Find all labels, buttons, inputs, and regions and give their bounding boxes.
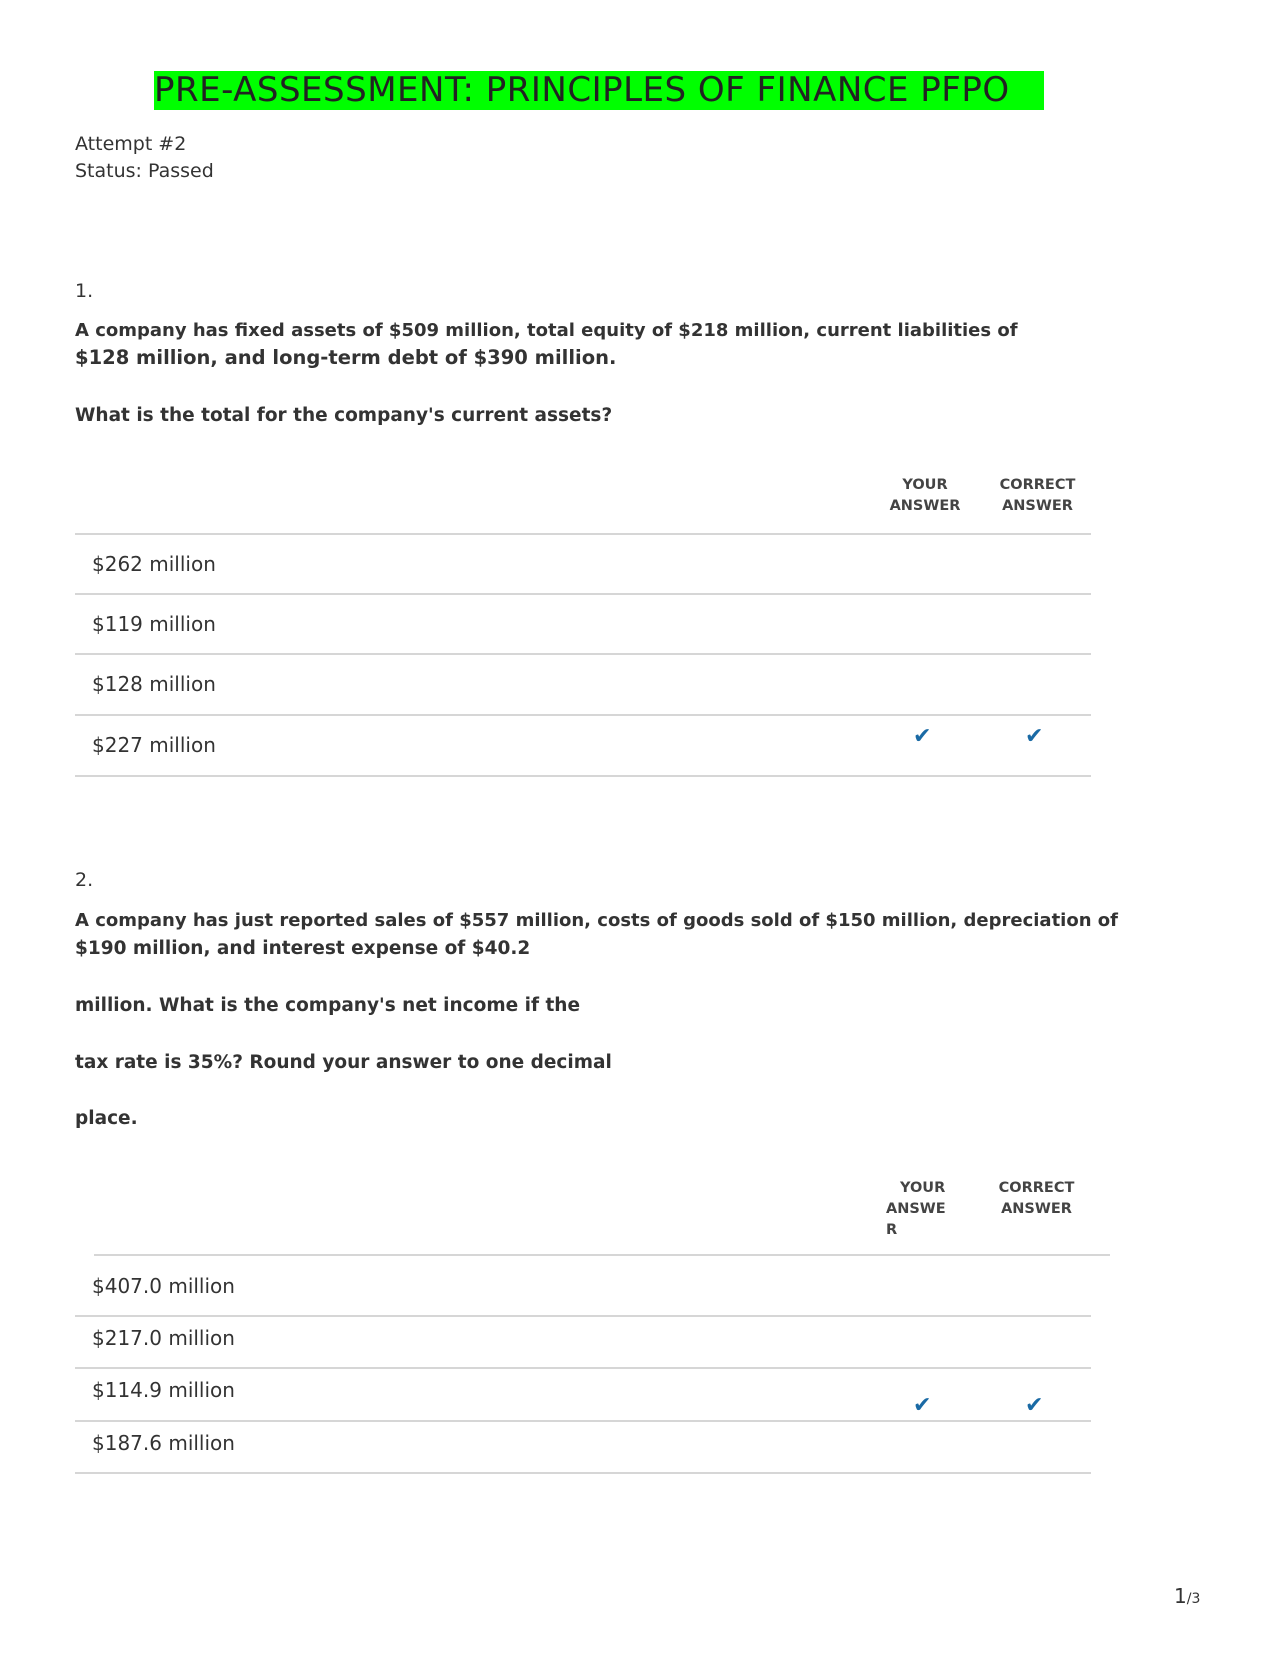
your-answer-check-icon: ✔ (913, 724, 932, 749)
question-text: place. (75, 1108, 138, 1129)
divider (75, 1420, 1091, 1422)
question-text: A company has fixed assets of $509 million, total equity of $218 million, current liabilities of (75, 320, 1018, 341)
header-line: ANSWE (886, 1201, 946, 1217)
attempt-label: Attempt #2 (75, 133, 187, 155)
answer-option: $227 million (92, 733, 216, 757)
divider (94, 1254, 1110, 1256)
header-line: ANSWER (1001, 1201, 1072, 1217)
your-answer-header (886, 1178, 956, 1241)
your-answer-header (880, 475, 970, 517)
divider (75, 775, 1091, 777)
status-label: Status: Passed (75, 160, 214, 182)
question-text: A company has just reported sales of $557 million, costs of goods sold of $150 million, depreciation of (75, 910, 1118, 931)
correct-answer-check-icon: ✔ (1025, 724, 1044, 749)
question-text: million. What is the company's net income if the (75, 995, 581, 1016)
divider (75, 1472, 1091, 1474)
answer-option: $114.9 million (92, 1378, 235, 1402)
header-line: YOUR (902, 477, 948, 493)
page-number (1174, 1584, 1200, 1608)
answer-option: $128 million (92, 672, 216, 696)
answer-option: $262 million (92, 552, 216, 576)
answer-option: $407.0 million (92, 1274, 235, 1298)
divider (75, 533, 1091, 535)
divider (75, 714, 1091, 716)
header-line: ANSWER (889, 498, 961, 514)
header-line: CORRECT (998, 1180, 1075, 1196)
correct-answer-header (989, 1178, 1084, 1220)
answer-option: $217.0 million (92, 1326, 235, 1350)
divider (75, 653, 1091, 655)
question-number: 1. (75, 280, 94, 302)
answer-option: $119 million (92, 612, 216, 636)
page-title: PRE-ASSESSMENT: PRINCIPLES OF FINANCE PFPO (154, 71, 1044, 110)
header-line: CORRECT (999, 477, 1076, 493)
correct-answer-header (990, 475, 1085, 517)
divider (75, 593, 1091, 595)
question-prompt: What is the total for the company's current assets? (75, 405, 613, 426)
header-line: ANSWER (1002, 498, 1073, 514)
divider (75, 1315, 1091, 1317)
question-text: $190 million, and interest expense of $40.2 (75, 938, 531, 959)
header-line: R (886, 1222, 898, 1238)
correct-answer-check-icon: ✔ (1025, 1393, 1044, 1418)
answer-option: $187.6 million (92, 1431, 235, 1455)
header-line: YOUR (900, 1180, 946, 1196)
question-number: 2. (75, 869, 94, 891)
question-text: tax rate is 35%? Round your answer to one decimal (75, 1052, 612, 1073)
question-text: $128 million, and long-term debt of $390 million. (75, 346, 617, 369)
divider (75, 1367, 1091, 1369)
current-page: 1 (1174, 1584, 1187, 1608)
your-answer-check-icon: ✔ (913, 1393, 932, 1418)
total-pages: /3 (1186, 1591, 1201, 1607)
